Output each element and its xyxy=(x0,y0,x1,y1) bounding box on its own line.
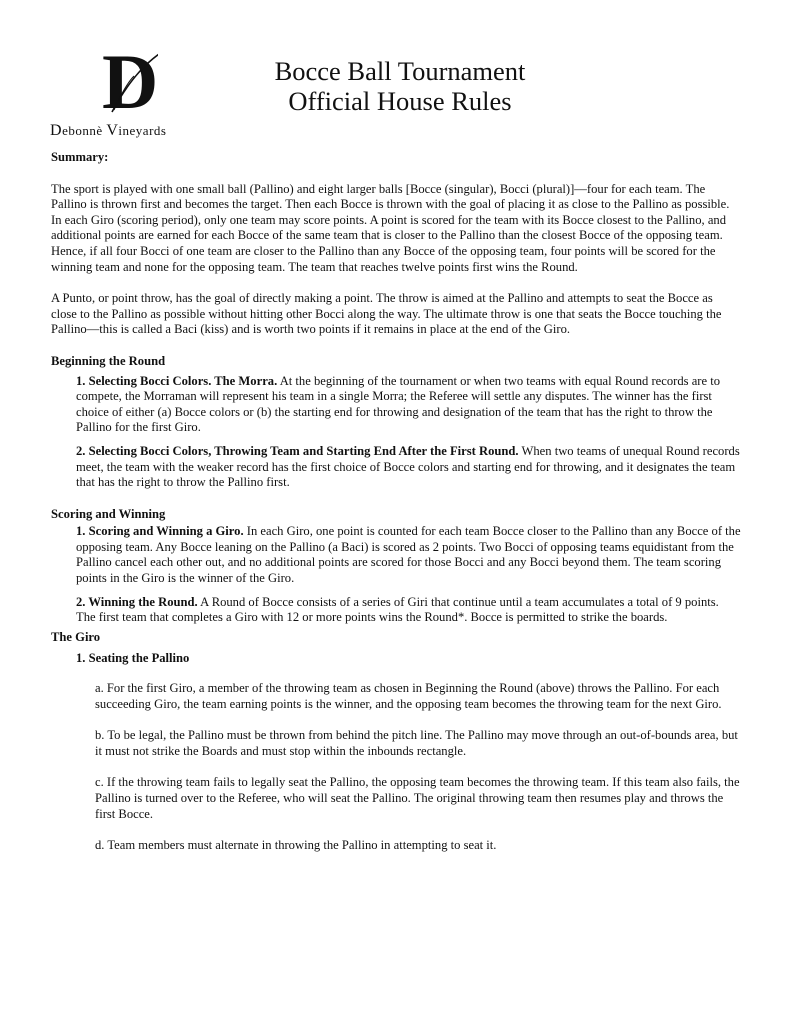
beginning-item-1: 1. Selecting Bocci Colors. The Morra. At the beginning of the tournament or when two teams with equal Round records are to compete, the Morraman will represent his team in a single Morra; the Referee will settle any disputes. The winner has the first choice of either (a) Bocce colors or (b) the starting end for throwing and designation of the team that has the right to throw the Pallino for the first Giro. xyxy=(76,373,721,435)
giro-item-d: d. Team members must alternate in throwing the Pallino in attempting to seat it. xyxy=(95,838,497,853)
summary-paragraph-1: The sport is played with one small ball (Pallino) and eight larger balls [Bocce (singular), Bocci (plural)]—four for each team. The Pallino is thrown first and becomes the target. Then each Bocce is thrown with the goal of placing it as close to the Pallino as possible. In each Giro (scoring period), only one team may score points. A point is scored for the team with its Bocce closest to the Pallino, and additional points are earned for each Bocce of the same team that is closer to the Pallino than the closest Bocce of the opposing team. Hence, if all four Bocci of one team are closer to the Pallino than any Bocce of the opposing team, four points will be scored for the winning team and none for the opposing team. The team that reaches twelve points first wins the Round. xyxy=(51,181,730,274)
giro-subheading: 1. Seating the Pallino xyxy=(76,651,190,666)
debonne-vineyards-logo xyxy=(50,40,210,140)
logo-letter: D xyxy=(102,42,158,114)
giro-item-b: b. To be legal, the Pallino must be thrown from behind the pitch line. The Pallino may move through an out-of-bounds area, but it must not strike the Boards and must stop within the inbounds rectangle. xyxy=(95,728,738,758)
giro-item-c: c. If the throwing team fails to legally seat the Pallino, the opposing team becomes the throwing team. If this team also fails, the Pallino is turned over to the Referee, who will seat the Pallino. The original throwing team then resumes play and throws the first Bocce. xyxy=(95,775,740,821)
page-title xyxy=(210,56,590,116)
scoring-heading: Scoring and Winning xyxy=(51,506,166,521)
giro-heading: The Giro xyxy=(51,629,101,644)
summary-heading: Summary: xyxy=(51,150,109,164)
scoring-item-2: 2. Winning the Round. A Round of Bocce consists of a series of Giri that continue until a team accumulates a total of 9 points. The first team that completes a Giro with 12 or more points wins the Round*. Bocce is permitted to strike the boards. xyxy=(76,594,719,625)
summary-paragraph-2: A Punto, or point throw, has the goal of directly making a point. The throw is aimed at the Pallino and attempts to seat the Bocce as close to the Pallino as possible without hitting other Bocci along the way. The ultimate throw is one that seats the Bocce touching the Pallino—this is called a Baci (kiss) and is worth two points if it remains in place at the end of the Giro. xyxy=(51,291,722,337)
title-line-1: Bocce Ball Tournament xyxy=(274,56,526,86)
beginning-heading: Beginning the Round xyxy=(51,353,166,368)
logo-monogram xyxy=(98,42,158,114)
rules-body xyxy=(51,150,741,854)
beginning-item-2: 2. Selecting Bocci Colors, Throwing Team and Starting End After the First Round. When two teams of unequal Round records meet, the team with the weaker record has the first choice of Bocce colors and starting end for throwing, and it designates the team that has the right to throw the Pallino first. xyxy=(76,443,740,490)
brand-name: Debonnè Vineyards xyxy=(50,122,167,139)
title-line-2: Official House Rules xyxy=(288,86,512,116)
giro-item-a: a. For the first Giro, a member of the throwing team as chosen in Beginning the Round (above) throws the Pallino. For each succeeding Giro, the team earning points is the winner, and the opposing team becomes the throwing team for the next Giro. xyxy=(95,681,722,711)
scoring-item-1: 1. Scoring and Winning a Giro. In each Giro, one point is counted for each team Bocce closer to the Pallino than any Bocce of the opposing team. Any Bocce leaning on the Pallino (a Baci) is scored as 2 points. Two Bocci of opposing teams equidistant from the Pallino cancel each other out, and no additional points are scored for those Bocci and any Bocci beyond them. The team scoring points in the Giro is the winner of the Giro. xyxy=(76,524,741,586)
